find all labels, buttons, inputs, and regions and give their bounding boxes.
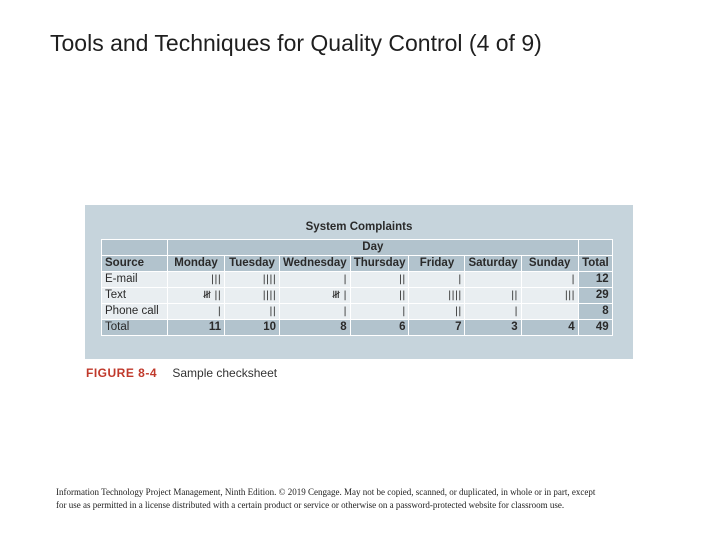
tally-cell: || xyxy=(409,304,465,320)
tally-cell: || xyxy=(225,304,280,320)
header-spacer xyxy=(578,240,612,256)
tally-cell: ||| xyxy=(521,288,578,304)
footer-line: for use as permitted in a license distributed with a certain product or service or otherwise on a password-protected website for classroom use. xyxy=(56,500,565,510)
header-spacer xyxy=(102,240,168,256)
checksheet-table xyxy=(101,239,613,336)
totals-label: Total xyxy=(102,320,168,336)
column-total-cell: 8 xyxy=(280,320,351,336)
tally-cell: 𝍸 || xyxy=(168,288,225,304)
day-group-header: Day xyxy=(168,240,579,256)
column-total-cell: 11 xyxy=(168,320,225,336)
tally-cell: |||| xyxy=(225,272,280,288)
tally-cell: | xyxy=(521,272,578,288)
slide-title: Tools and Techniques for Quality Control (4 of 9) xyxy=(50,30,542,56)
row-total-cell: 12 xyxy=(578,272,612,288)
tally-cell: | xyxy=(409,272,465,288)
tally-cell: || xyxy=(465,288,521,304)
figure-caption xyxy=(86,366,277,380)
column-total-cell: 10 xyxy=(225,320,280,336)
tally-cell: | xyxy=(350,304,409,320)
column-header: Friday xyxy=(409,256,465,272)
checksheet-title: System Complaints xyxy=(305,221,413,233)
source-cell: E-mail xyxy=(102,272,168,288)
column-header: Sunday xyxy=(521,256,578,272)
table-row xyxy=(102,272,613,288)
column-header: Thursday xyxy=(350,256,409,272)
column-header-row xyxy=(102,256,613,272)
table-row xyxy=(102,288,613,304)
figure-caption-text: Sample checksheet xyxy=(172,366,278,380)
day-group-row xyxy=(102,240,613,256)
column-header: Total xyxy=(578,256,612,272)
column-header: Wednesday xyxy=(280,256,351,272)
totals-row xyxy=(102,320,613,336)
column-total-cell: 49 xyxy=(578,320,612,336)
tally-cell: |||| xyxy=(225,288,280,304)
checksheet-figure xyxy=(85,205,633,359)
column-total-cell: 7 xyxy=(409,320,465,336)
tally-cell: |||| xyxy=(409,288,465,304)
tally-cell xyxy=(521,304,578,320)
column-header: Saturday xyxy=(465,256,521,272)
row-total-cell: 8 xyxy=(578,304,612,320)
column-total-cell: 4 xyxy=(521,320,578,336)
checksheet-body xyxy=(102,272,613,336)
column-total-cell: 6 xyxy=(350,320,409,336)
tally-cell: | xyxy=(465,304,521,320)
tally-cell: ||| xyxy=(168,272,225,288)
source-cell: Phone call xyxy=(102,304,168,320)
footer-line: Information Technology Project Management, Ninth Edition. © 2019 Cengage. May not be copied, scanned, or duplicated, in whole or in part, except xyxy=(56,487,596,497)
figure-number: FIGURE 8-4 xyxy=(86,366,158,380)
source-cell: Text xyxy=(102,288,168,304)
column-header: Tuesday xyxy=(225,256,280,272)
column-header: Monday xyxy=(168,256,225,272)
tally-cell: || xyxy=(350,288,409,304)
copyright-footer xyxy=(56,486,676,512)
row-total-cell: 29 xyxy=(578,288,612,304)
table-row xyxy=(102,304,613,320)
column-header: Source xyxy=(102,256,168,272)
tally-cell: | xyxy=(280,272,351,288)
tally-cell xyxy=(465,272,521,288)
tally-cell: 𝍸 | xyxy=(280,288,351,304)
tally-cell: | xyxy=(280,304,351,320)
tally-cell: || xyxy=(350,272,409,288)
tally-cell: | xyxy=(168,304,225,320)
column-total-cell: 3 xyxy=(465,320,521,336)
